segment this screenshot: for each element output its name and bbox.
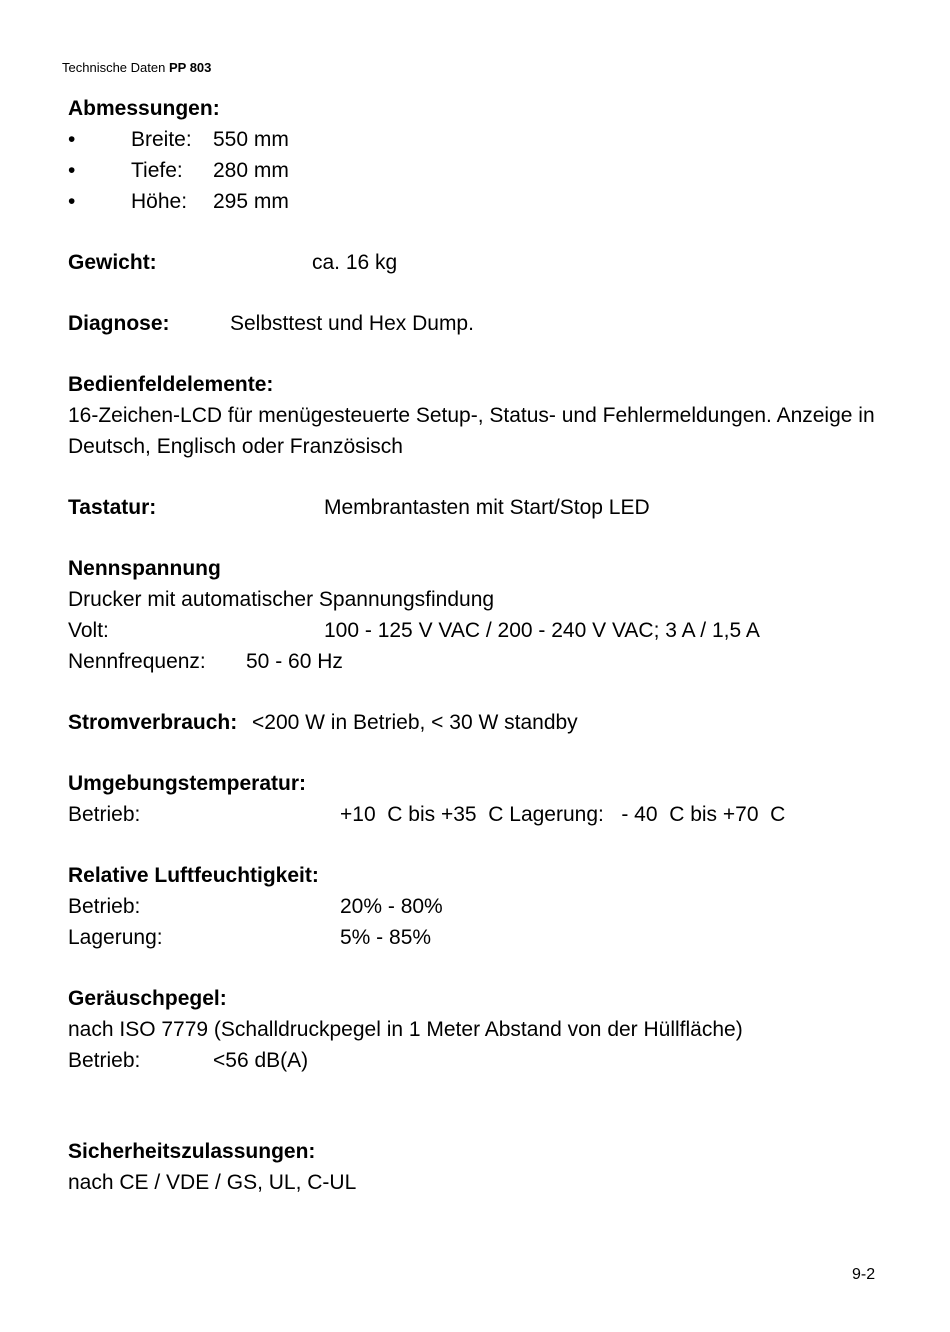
geraeusch-betrieb-value: <56 dB(A): [213, 1049, 309, 1072]
bullet-icon: •: [68, 190, 76, 213]
feuchtigkeit-betrieb-value: 20% - 80%: [340, 895, 443, 918]
spec-content: [68, 93, 938, 1198]
sicherheit-heading: Sicherheitszulassungen:: [68, 1140, 316, 1163]
feuchtigkeit-lagerung-value: 5% - 85%: [340, 926, 432, 949]
volt-row: [68, 615, 938, 646]
temperatur-heading: Umgebungstemperatur:: [68, 772, 307, 795]
abmessungen-heading: Abmessungen:: [68, 97, 220, 120]
diagnose-label: Diagnose:: [68, 312, 170, 335]
geraeusch-text: nach ISO 7779 (Schalldruckpegel in 1 Meter Abstand von der Hüllfläche): [68, 1018, 743, 1041]
temperatur-label: Betrieb:: [68, 803, 141, 826]
bullet-icon: •: [68, 128, 76, 151]
bedienfeld-text-2: Deutsch, Englisch oder Französisch: [68, 435, 403, 458]
dimension-label: Breite:: [131, 128, 192, 151]
geraeusch-betrieb-label: Betrieb:: [68, 1049, 141, 1072]
dimension-value: 280 mm: [213, 159, 289, 182]
diagnose-value: Selbsttest und Hex Dump.: [230, 312, 474, 335]
feuchtigkeit-lagerung-row: [68, 922, 938, 953]
nennfrequenz-value: 50 - 60 Hz: [246, 650, 343, 673]
gewicht-row: [68, 247, 938, 278]
nennspannung-heading: Nennspannung: [68, 557, 221, 580]
gewicht-label: Gewicht:: [68, 251, 157, 274]
bedienfeld-heading: Bedienfeldelemente:: [68, 373, 274, 396]
tastatur-label: Tastatur:: [68, 496, 157, 519]
geraeusch-heading: Geräuschpegel:: [68, 987, 227, 1010]
header-model: PP 803: [168, 60, 212, 75]
dimension-item-breite: [68, 124, 938, 155]
stromverbrauch-value: <200 W in Betrieb, < 30 W standby: [252, 711, 578, 734]
diagnose-row: [68, 308, 938, 339]
tastatur-value: Membrantasten mit Start/Stop LED: [324, 496, 650, 519]
page-number: 9-2: [852, 1266, 876, 1283]
volt-value: 100 - 125 V VAC / 200 - 240 V VAC; 3 A / 1,5 A: [324, 619, 760, 642]
dimension-value: 295 mm: [213, 190, 289, 213]
page-header: [62, 59, 211, 77]
tastatur-row: [68, 492, 938, 523]
dimension-item-tiefe: [68, 155, 938, 186]
gewicht-value: ca. 16 kg: [312, 251, 398, 274]
nennfrequenz-label: Nennfrequenz:: [68, 650, 206, 673]
header-prefix: Technische Daten: [62, 60, 166, 75]
dimension-item-hoehe: [68, 186, 938, 217]
feuchtigkeit-betrieb-row: [68, 891, 938, 922]
bedienfeld-text-1: 16-Zeichen-LCD für menügesteuerte Setup-, Status- und Fehlermeldungen. Anzeige in: [68, 404, 875, 427]
stromverbrauch-label: Stromverbrauch:: [68, 711, 238, 734]
dimension-value: 550 mm: [213, 128, 289, 151]
feuchtigkeit-heading: Relative Luftfeuchtigkeit:: [68, 864, 319, 887]
nennspannung-text: Drucker mit automatischer Spannungsfindung: [68, 588, 495, 611]
sicherheit-text: nach CE / VDE / GS, UL, C-UL: [68, 1171, 357, 1194]
feuchtigkeit-betrieb-label: Betrieb:: [68, 895, 141, 918]
nennfrequenz-row: [68, 646, 938, 677]
feuchtigkeit-lagerung-label: Lagerung:: [68, 926, 163, 949]
dimension-label: Höhe:: [131, 190, 188, 213]
temperatur-row: [68, 799, 938, 830]
temperatur-value: +10 C bis +35 C Lagerung: - 40 C bis +70 C: [340, 803, 786, 826]
stromverbrauch-row: [68, 707, 938, 738]
dimension-label: Tiefe:: [131, 159, 183, 182]
geraeusch-betrieb-row: [68, 1045, 938, 1076]
bullet-icon: •: [68, 159, 76, 182]
volt-label: Volt:: [68, 619, 109, 642]
